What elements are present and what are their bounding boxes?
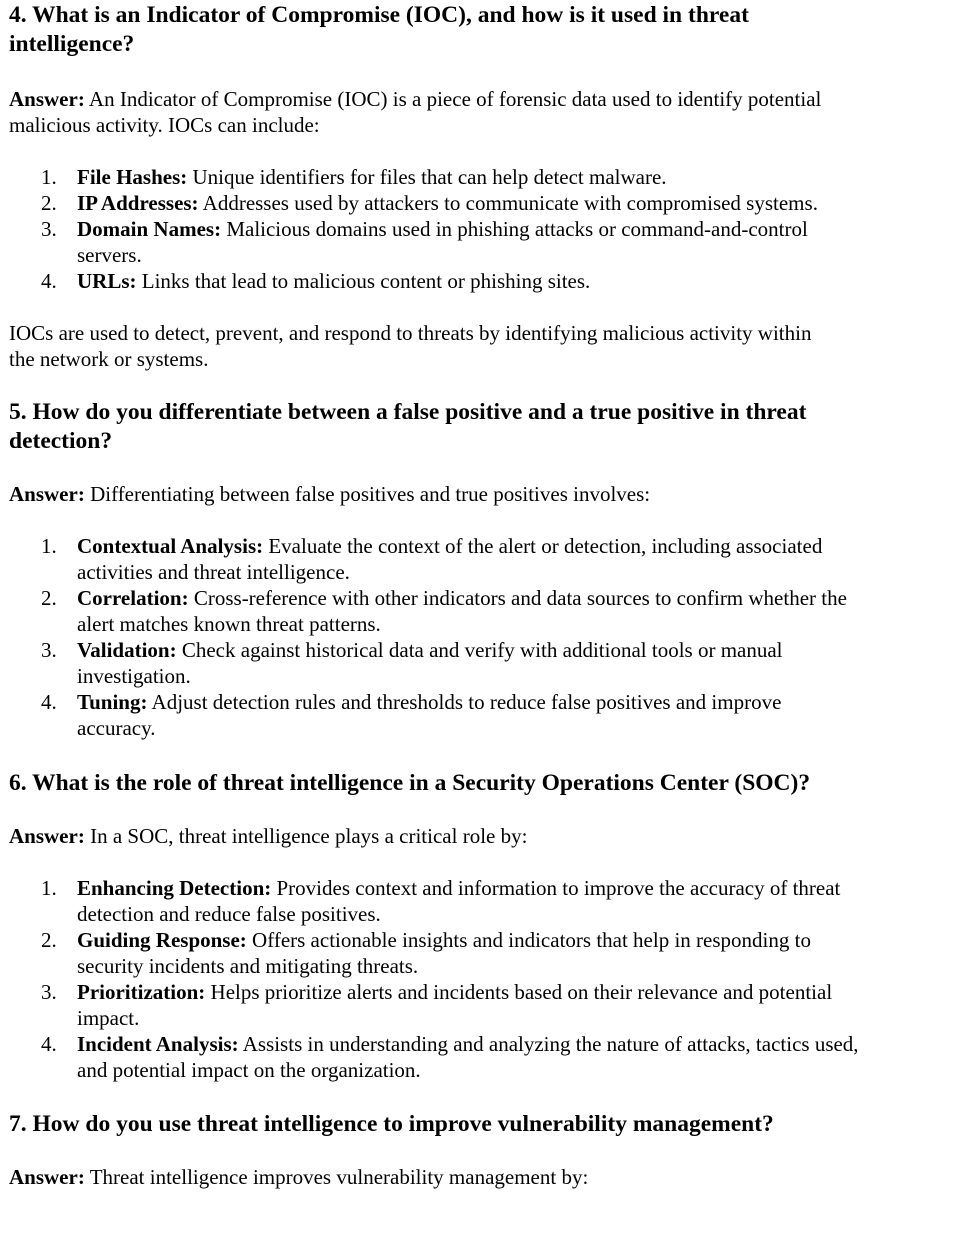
list-text: Check against historical data and verify with additional tools or manual investigation. bbox=[77, 638, 783, 688]
answer-label: Answer: bbox=[9, 824, 85, 848]
list-number: 2. bbox=[41, 191, 57, 215]
list-number: 3. bbox=[41, 638, 57, 662]
question-6-list bbox=[9, 875, 871, 1083]
list-item bbox=[9, 164, 819, 190]
list-item bbox=[9, 689, 864, 741]
list-text: Helps prioritize alerts and incidents based on their relevance and potential impact. bbox=[77, 980, 833, 1030]
question-7-title: 7. How do you use threat intelligence to improve vulnerability management? bbox=[9, 1111, 774, 1137]
list-item bbox=[9, 637, 864, 689]
list-text: Links that lead to malicious content or phishing sites. bbox=[136, 269, 591, 293]
answer-label: Answer: bbox=[9, 1165, 85, 1189]
question-6-answer bbox=[9, 823, 829, 849]
question-6-title: 6. What is the role of threat intelligence in a Security Operations Center (SOC)? bbox=[9, 770, 811, 796]
answer-label: Answer: bbox=[9, 87, 85, 111]
list-text: Offers actionable insights and indicators that help in responding to security incidents and mitigating threats. bbox=[77, 928, 811, 978]
list-number: 2. bbox=[41, 586, 57, 610]
list-number: 1. bbox=[41, 876, 57, 900]
list-term: Contextual Analysis: bbox=[77, 534, 264, 558]
list-term: URLs: bbox=[77, 269, 137, 293]
list-text: Cross-reference with other indicators and data sources to confirm whether the alert matches known threat patterns. bbox=[77, 586, 847, 636]
list-term: Validation: bbox=[77, 638, 177, 662]
list-item bbox=[9, 875, 871, 927]
answer-text: In a SOC, threat intelligence plays a critical role by: bbox=[84, 824, 528, 848]
answer-text: An Indicator of Compromise (IOC) is a piece of forensic data used to identify potential malicious activity. IOCs can include: bbox=[9, 87, 822, 137]
list-number: 4. bbox=[41, 1032, 57, 1056]
question-7-answer bbox=[9, 1164, 829, 1190]
list-item bbox=[9, 1031, 871, 1083]
list-text: Evaluate the context of the alert or detection, including associated activities and threat intelligence. bbox=[77, 534, 823, 584]
list-text: Unique identifiers for files that can help detect malware. bbox=[187, 165, 667, 189]
list-number: 1. bbox=[41, 165, 57, 189]
list-number: 1. bbox=[41, 534, 57, 558]
question-4-answer bbox=[9, 86, 829, 138]
list-term: Tuning: bbox=[77, 690, 148, 714]
list-term: Prioritization: bbox=[77, 980, 206, 1004]
list-term: Incident Analysis: bbox=[77, 1032, 239, 1056]
question-5-list bbox=[9, 533, 864, 741]
question-4-closing: IOCs are used to detect, prevent, and respond to threats by identifying malicious activity within the network or systems. bbox=[9, 321, 812, 371]
list-term: Enhancing Detection: bbox=[77, 876, 272, 900]
list-item bbox=[9, 268, 819, 294]
list-number: 3. bbox=[41, 980, 57, 1004]
question-4-list bbox=[9, 164, 819, 294]
answer-text: Differentiating between false positives and true positives involves: bbox=[84, 482, 651, 506]
list-item bbox=[9, 979, 871, 1031]
list-text: Adjust detection rules and thresholds to reduce false positives and improve accuracy. bbox=[77, 690, 782, 740]
list-item bbox=[9, 927, 871, 979]
list-item bbox=[9, 190, 819, 216]
question-4-title: 4. What is an Indicator of Compromise (IOC), and how is it used in threat intelligence? bbox=[9, 2, 749, 57]
document bbox=[0, 1, 959, 1190]
answer-text: Threat intelligence improves vulnerability management by: bbox=[84, 1165, 589, 1189]
list-term: Domain Names: bbox=[77, 217, 222, 241]
list-item bbox=[9, 585, 864, 637]
list-text: Malicious domains used in phishing attacks or command-and-control servers. bbox=[77, 217, 808, 267]
answer-label: Answer: bbox=[9, 482, 85, 506]
list-term: IP Addresses: bbox=[77, 191, 199, 215]
list-number: 3. bbox=[41, 217, 57, 241]
list-number: 4. bbox=[41, 690, 57, 714]
list-term: File Hashes: bbox=[77, 165, 188, 189]
list-item bbox=[9, 216, 819, 268]
list-text: Assists in understanding and analyzing the nature of attacks, tactics used, and potential impact on the organization. bbox=[77, 1032, 859, 1082]
list-number: 2. bbox=[41, 928, 57, 952]
list-term: Guiding Response: bbox=[77, 928, 247, 952]
list-text: Provides context and information to improve the accuracy of threat detection and reduce false positives. bbox=[77, 876, 841, 926]
list-number: 4. bbox=[41, 269, 57, 293]
list-item bbox=[9, 533, 864, 585]
question-5-answer bbox=[9, 481, 829, 507]
list-text: Addresses used by attackers to communicate with compromised systems. bbox=[198, 191, 818, 215]
list-term: Correlation: bbox=[77, 586, 189, 610]
question-5-title: 5. How do you differentiate between a false positive and a true positive in threat detection? bbox=[9, 399, 807, 454]
